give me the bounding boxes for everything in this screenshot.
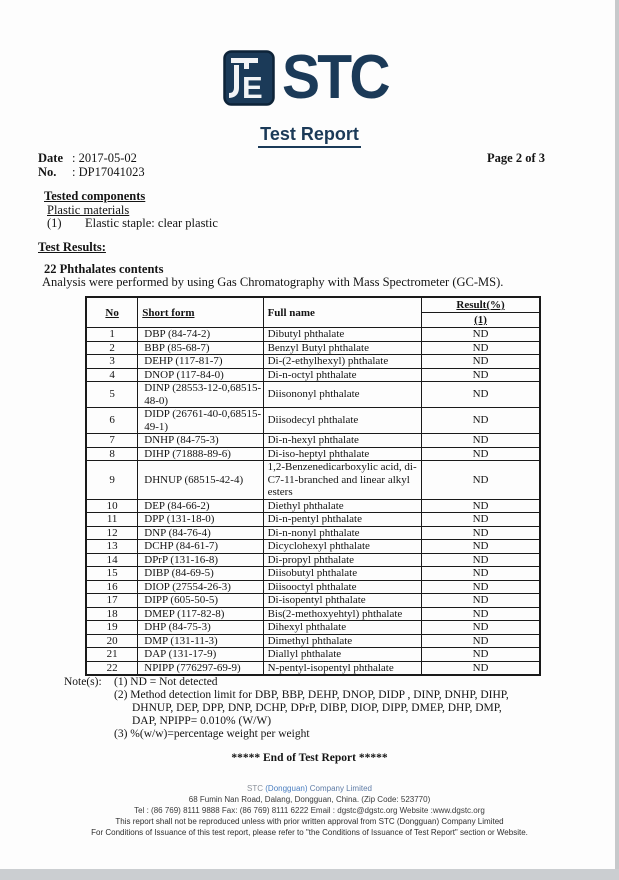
cell-result: ND xyxy=(422,368,540,382)
footer-company-post: Company Limited xyxy=(307,784,372,793)
cell-full-name: Dibutyl phthalate xyxy=(263,328,421,342)
cell-short-form: DPP (131-18-0) xyxy=(138,513,263,527)
report-meta xyxy=(38,151,619,179)
no-value: : DP17041023 xyxy=(72,165,145,179)
table-row xyxy=(86,499,540,513)
table-row xyxy=(86,567,540,581)
cell-full-name: 1,2-Benzenedicarboxylic acid, di-C7-11-branched and linear alkyl esters xyxy=(263,461,421,500)
cell-no: 2 xyxy=(86,341,138,355)
cell-no: 8 xyxy=(86,447,138,461)
cell-no: 3 xyxy=(86,355,138,369)
date-label: Date xyxy=(38,151,63,165)
cell-result: ND xyxy=(422,553,540,567)
date-value: : 2017-05-02 xyxy=(72,151,137,165)
logo xyxy=(0,43,619,112)
notes-block xyxy=(64,676,509,741)
cell-full-name: Diisobutyl phthalate xyxy=(263,567,421,581)
cell-short-form: DNOP (117-84-0) xyxy=(138,368,263,382)
cell-full-name: Dicyclohexyl phthalate xyxy=(263,540,421,554)
cell-full-name: Bis(2-methoxyehtyl) phthalate xyxy=(263,607,421,621)
cell-result: ND xyxy=(422,526,540,540)
cell-result: ND xyxy=(422,540,540,554)
cell-no: 1 xyxy=(86,328,138,342)
cell-no: 11 xyxy=(86,513,138,527)
phthalates-subheading: 22 Phthalates contents xyxy=(44,262,164,276)
header-no: No xyxy=(86,297,138,328)
cell-short-form: DINP (28553-12-0,68515-48-0) xyxy=(138,382,263,408)
cell-full-name: Benzyl Butyl phthalate xyxy=(263,341,421,355)
cell-no: 20 xyxy=(86,634,138,648)
table-row xyxy=(86,341,540,355)
cell-short-form: DBP (84-74-2) xyxy=(138,328,263,342)
cell-result: ND xyxy=(422,341,540,355)
footer-address: 68 Fumin Nan Road, Dalang, Dongguan, China. (Zip Code: 523770) xyxy=(188,795,431,804)
note-line: DHNUP, DEP, DPP, DNP, DCHP, DPrP, DIBP, DIOP, DIPP, DMEP, DHP, DMP, xyxy=(132,702,502,714)
cell-result: ND xyxy=(422,580,540,594)
page-title: Test Report xyxy=(258,124,361,148)
test-results-heading: Test Results: xyxy=(38,240,106,254)
footer-company-pre: STC xyxy=(247,784,266,793)
cell-result: ND xyxy=(422,567,540,581)
cell-result: ND xyxy=(422,594,540,608)
results-table xyxy=(85,296,541,676)
cell-full-name: Diisononyl phthalate xyxy=(263,382,421,408)
tested-components-heading: Tested components xyxy=(44,189,146,203)
cell-short-form: DIDP (26761-40-0,68515-49-1) xyxy=(138,408,263,434)
cell-result: ND xyxy=(422,382,540,408)
cell-full-name: Di-(2-ethylhexyl) phthalate xyxy=(263,355,421,369)
cell-no: 13 xyxy=(86,540,138,554)
tested-component-item xyxy=(47,216,218,231)
cell-result: ND xyxy=(422,499,540,513)
header-result xyxy=(422,297,540,328)
cell-result: ND xyxy=(422,661,540,675)
table-row xyxy=(86,434,540,448)
cell-full-name: Diethyl phthalate xyxy=(263,499,421,513)
cell-full-name: N-pentyl-isopentyl phthalate xyxy=(263,661,421,675)
notes-lines xyxy=(114,676,509,741)
cell-short-form: DIBP (84-69-5) xyxy=(138,567,263,581)
meta-no xyxy=(38,165,619,179)
footer-contact: Tel : (86 769) 8111 9888 Fax: (86 769) 8111 6222 Email : dgstc@dgstc.org Website :www.dgstc.org xyxy=(134,806,485,815)
cell-short-form: DMEP (117-82-8) xyxy=(138,607,263,621)
cell-no: 9 xyxy=(86,461,138,500)
header-short-form: Short form xyxy=(138,297,263,328)
footer-notice-2: For Conditions of Issuance of this test report, please refer to "the Conditions of Issuance of Test Report" section or Website. xyxy=(91,828,528,837)
table-row xyxy=(86,607,540,621)
cell-full-name: Di-propyl phthalate xyxy=(263,553,421,567)
cell-short-form: DAP (131-17-9) xyxy=(138,648,263,662)
cell-result: ND xyxy=(422,513,540,527)
svg-text:E: E xyxy=(241,70,263,105)
cell-short-form: DHNUP (68515-42-4) xyxy=(138,461,263,500)
cell-result: ND xyxy=(422,434,540,448)
results-table-body xyxy=(86,328,540,676)
table-row xyxy=(86,661,540,675)
cell-no: 16 xyxy=(86,580,138,594)
cell-full-name: Di-n-nonyl phthalate xyxy=(263,526,421,540)
cell-short-form: DEP (84-66-2) xyxy=(138,499,263,513)
table-row xyxy=(86,553,540,567)
cell-result: ND xyxy=(422,461,540,500)
header-result-sub: (1) xyxy=(474,314,487,326)
note-line: (1) ND = Not detected xyxy=(114,676,218,688)
cell-result: ND xyxy=(422,328,540,342)
cell-short-form: DMP (131-11-3) xyxy=(138,634,263,648)
cell-no: 17 xyxy=(86,594,138,608)
table-row xyxy=(86,447,540,461)
table-row xyxy=(86,621,540,635)
cell-short-form: DIHP (71888-89-6) xyxy=(138,447,263,461)
cell-result: ND xyxy=(422,607,540,621)
cell-no: 21 xyxy=(86,648,138,662)
brand-logotype: STC xyxy=(281,43,388,112)
cell-short-form: DEHP (117-81-7) xyxy=(138,355,263,369)
note-line: DAP, NPIPP= 0.010% (W/W) xyxy=(132,715,272,727)
footer-notice-1: This report shall not be reproduced unless with prior written approval from STC (Dongguan) Company Limited xyxy=(115,817,504,826)
table-row xyxy=(86,526,540,540)
table-row xyxy=(86,580,540,594)
cell-result: ND xyxy=(422,648,540,662)
page-edge-right xyxy=(615,0,619,880)
cell-no: 10 xyxy=(86,499,138,513)
cell-full-name: Di-iso-heptyl phthalate xyxy=(263,447,421,461)
cell-result: ND xyxy=(422,408,540,434)
header-result-label: Result(%) xyxy=(422,298,539,313)
footer-company-mid: (Dongguan) xyxy=(265,784,308,793)
method-description: Analysis were performed by using Gas Chromatography with Mass Spectrometer (GC-MS). xyxy=(42,275,504,289)
cell-short-form: DNHP (84-75-3) xyxy=(138,434,263,448)
table-row xyxy=(86,328,540,342)
cell-no: 6 xyxy=(86,408,138,434)
table-row xyxy=(86,634,540,648)
cell-no: 18 xyxy=(86,607,138,621)
cell-full-name: Diisooctyl phthalate xyxy=(263,580,421,594)
cell-full-name: Di-isopentyl phthalate xyxy=(263,594,421,608)
cell-no: 5 xyxy=(86,382,138,408)
cell-short-form: DPrP (131-16-8) xyxy=(138,553,263,567)
title-wrap xyxy=(0,124,619,148)
cell-full-name: Diallyl phthalate xyxy=(263,648,421,662)
cell-no: 19 xyxy=(86,621,138,635)
cell-result: ND xyxy=(422,621,540,635)
cell-result: ND xyxy=(422,447,540,461)
page-edge-bottom xyxy=(0,869,619,880)
end-of-report-line: ***** End of Test Report ***** xyxy=(231,752,388,764)
cell-result: ND xyxy=(422,634,540,648)
cell-short-form: DHP (84-75-3) xyxy=(138,621,263,635)
header-full-name: Full name xyxy=(263,297,421,328)
cell-short-form: DNP (84-76-4) xyxy=(138,526,263,540)
table-row xyxy=(86,461,540,500)
cell-full-name: Diisodecyl phthalate xyxy=(263,408,421,434)
stc-emblem-icon xyxy=(223,50,275,106)
cell-full-name: Di-n-hexyl phthalate xyxy=(263,434,421,448)
cell-no: 22 xyxy=(86,661,138,675)
table-row xyxy=(86,648,540,662)
cell-no: 7 xyxy=(86,434,138,448)
cell-short-form: BBP (85-68-7) xyxy=(138,341,263,355)
cell-no: 4 xyxy=(86,368,138,382)
footer-company xyxy=(0,783,619,794)
cell-no: 15 xyxy=(86,567,138,581)
header-row xyxy=(86,297,540,328)
page-number: Page 2 of 3 xyxy=(487,151,545,165)
cell-short-form: DIPP (605-50-5) xyxy=(138,594,263,608)
item-text: Elastic staple: clear plastic xyxy=(85,216,218,230)
table-row xyxy=(86,355,540,369)
cell-short-form: DIOP (27554-26-3) xyxy=(138,580,263,594)
note-line: (3) %(w/w)=percentage weight per weight xyxy=(114,728,310,740)
item-index: (1) xyxy=(47,216,62,230)
no-label: No. xyxy=(38,165,57,179)
table-row xyxy=(86,594,540,608)
table-row xyxy=(86,408,540,434)
cell-no: 14 xyxy=(86,553,138,567)
cell-full-name: Di-n-octyl phthalate xyxy=(263,368,421,382)
cell-result: ND xyxy=(422,355,540,369)
table-row xyxy=(86,513,540,527)
tested-components-subheading: Plastic materials xyxy=(47,203,130,217)
footer xyxy=(0,783,619,838)
note-line: (2) Method detection limit for DBP, BBP, DEHP, DNOP, DIDP , DINP, DNHP, DIHP, xyxy=(114,689,509,701)
results-table-head xyxy=(86,297,540,328)
table-row xyxy=(86,368,540,382)
table-row xyxy=(86,382,540,408)
cell-no: 12 xyxy=(86,526,138,540)
cell-full-name: Dimethyl phthalate xyxy=(263,634,421,648)
notes-label: Note(s): xyxy=(64,676,102,688)
cell-full-name: Dihexyl phthalate xyxy=(263,621,421,635)
cell-short-form: NPIPP (776297-69-9) xyxy=(138,661,263,675)
cell-short-form: DCHP (84-61-7) xyxy=(138,540,263,554)
cell-full-name: Di-n-pentyl phthalate xyxy=(263,513,421,527)
table-row xyxy=(86,540,540,554)
